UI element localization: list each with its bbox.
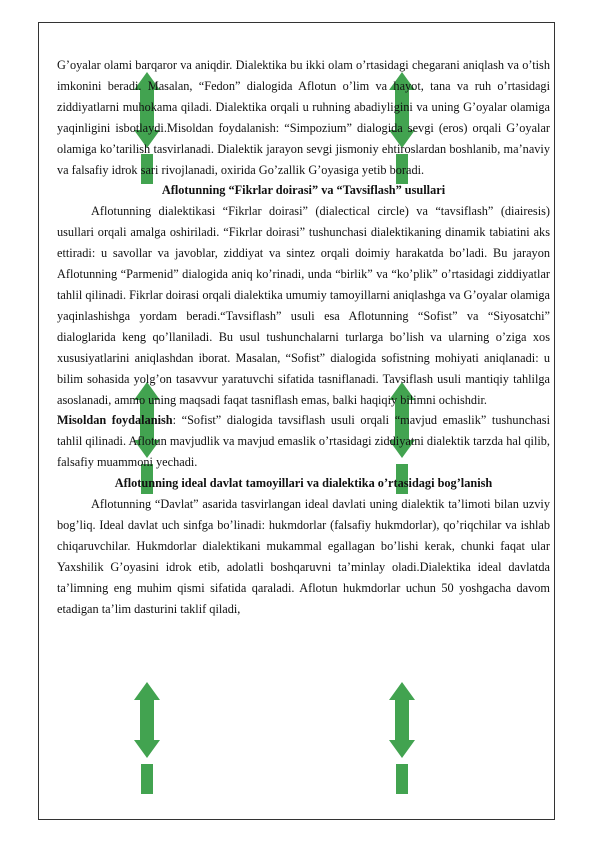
section-heading-1: Aflotunning “Fikrlar doirasi” va “Tavsiflash” usullari <box>161 183 446 198</box>
watermark-icon <box>385 680 419 800</box>
section-heading-2: Aflotunning ideal davlat tamoyillari va dialektika o’rtasidagi bog’lanish <box>114 476 493 491</box>
watermark-icon <box>130 680 164 800</box>
example-label: Misoldan foydalanish <box>57 413 173 428</box>
document-body <box>57 55 550 619</box>
paragraph-2: Aflotunning dialektikasi “Fikrlar doirasi” (dialectical circle) va “tavsiflash” (diairesis) usullari orqali amalga oshiriladi. “Fikrlar doirasi” tushunchasi dialektikaning dinamik tabiatini aks ettiradi: u savollar va javoblar, ziddiyat va sintez orqali doimiy harakatda bo’ladi. Bu jarayon Aflotunning “Parmenid” dialogida aniq ko’rinadi, unda “birlik” va “ko’plik” o’rtasidagi ziddiyatlar tahlil qilinadi. Fikrlar doirasi orqali dialektika umumiy tamoyillarni aniqlashga va G’oyalar olamiga yaqinlashishga yordam beradi.“Tavsiflash” usuli esa Aflotunning “Sofist” va “Siyosatchi” dialoglarida keng qo’llaniladi. Bu usul tushunchalarni turlarga bo’lish va ularning o’ziga xos xususiyatlarini aniqlashdan iborat. Masalan, “Sofist” dialogida sofistning mohiyati aniqlanadi: u bilim sohasida yolg’on tasavvur yaratuvchi sifatida tasniflanadi. Tavsiflash usuli mantiqiy tahlilga asoslanadi, ammo uning maqsadi faqat tasniflash emas, balki haqiqiy bilimni ochishdir. <box>57 204 550 407</box>
paragraph-3 <box>57 410 550 473</box>
paragraph-4: Aflotunning “Davlat” asarida tasvirlangan ideal davlati uning dialektik ta’limoti bilan uzviy bog’liq. Ideal davlat uch sinfga bo’linadi: hukmdorlar (falsafiy hukmdorlar), qo’riqchilar va ishlab chiqaruvchilar. Hukmdorlar dialektikani mukammal egallagan bo’lishi kerak, chunki faqat ular Yaxshilik G’oyasini idrok etib, adolatli boshqaruvni ta’minlay oladi.Dialektika ideal davlatda ta’limning eng muhim qismi sifatida qaraladi. Aflotun hukmdorlar uchun 50 yoshgacha davom etadigan ta’lim dasturini taklif qiladi, <box>57 497 550 616</box>
example-text: : “Sofist” dialogida tavsiflash usuli orqali “mavjud emaslik” tushunchasi tahlil qilinadi. Aflotun mavjudlik va mavjud emaslik o’rtasidagi ziddiyatni dialektik tarzda hal qilib, falsafiy muammoni yechadi. <box>57 413 550 470</box>
paragraph-1: G’oyalar olami barqaror va aniqdir. Dialektika bu ikki olam o’rtasidagi chegarani aniqlash va o’tish imkonini beradi. Masalan, “Fedon” dialogida Aflotun o’lim va hayot, tana va ruh o’rtasidagi ziddiyatlarni muhokama qiladi. Dialektika orqali u ruhning abadiyligini va uning G’oyalar olamiga yaqinligini isbotlaydi.Misoldan foydalanish: “Simpozium” dialogida sevgi (eros) orqali G’oyalar olamiga ko’tarilish tasvirlanadi. Dialektik jarayon sevgi jismoniy ehtiroslardan boshlanib, ma’naviy va falsafiy idrok sari rivojlanadi, oxirida Go’zallik G’oyasiga yetib boradi. <box>57 58 550 177</box>
